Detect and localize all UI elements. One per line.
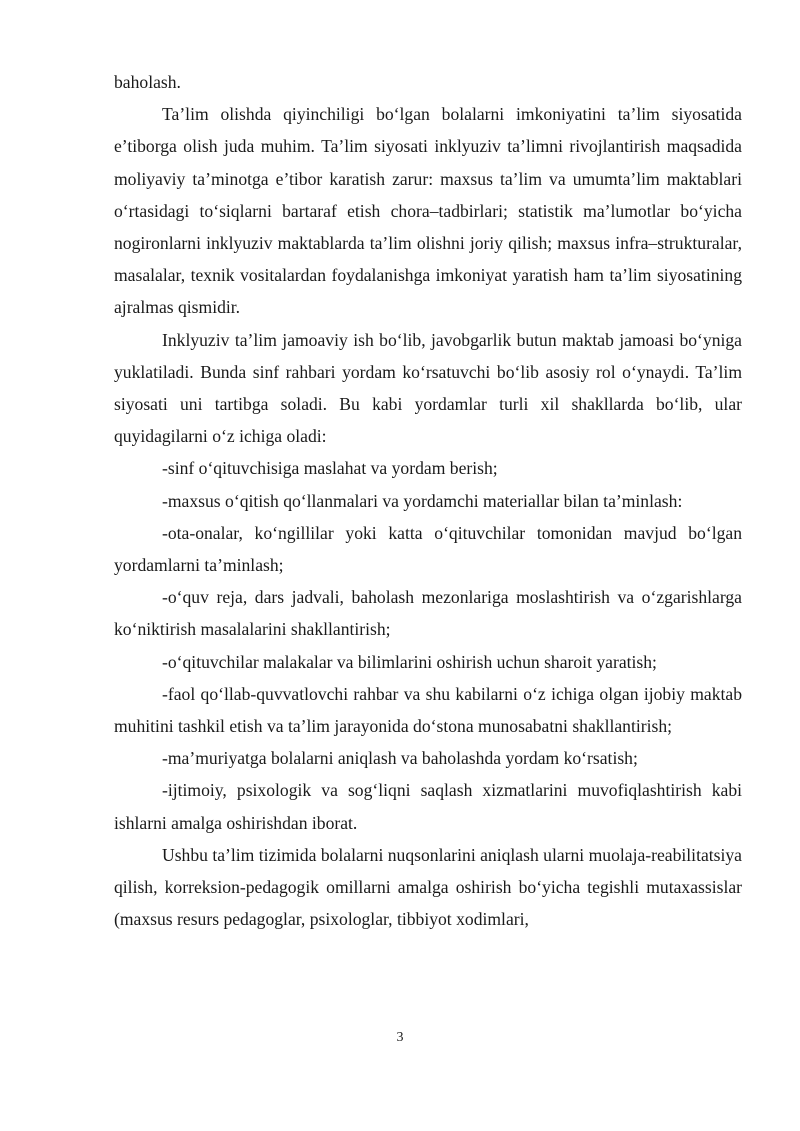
list-item: -ota-onalar, ko‘ngillilar yoki katta o‘qituvchilar tomonidan mavjud bo‘lgan yordamlarni ta’minlash; [114,522,742,576]
list-item: -ma’muriyatga bolalarni aniqlash va baholashda yordam ko‘rsatish; [162,748,638,769]
list-item: -o‘qituvchilar malakalar va bilimlarini oshirish uchun sharoit yaratish; [162,651,657,672]
body-text [114,66,742,935]
paragraph-11: Ushbu ta’lim tizimida bolalarni nuqsonlarini aniqlash ularni muolaja-reabilitatsiya qilish, korreksion-pedagogik omillarni amalga oshirish bo‘yicha tegishli mutaxassislar (maxsus resurs pedagoglar, psixologlar, tibbiyot xodimlari, [114,844,742,930]
paragraph-2: Inklyuziv ta’lim jamoaviy ish bo‘lib, javobgarlik butun maktab jamoasi bo‘yniga yuklatiladi. Bunda sinf rahbari yordam ko‘rsatuvchi bo‘lib asosiy rol o‘ynaydi. Ta’lim siyosati uni tartibga soladi. Bu kabi yordamlar turli xil shakllarda bo‘lib, ular quyidagilarni o‘z ichiga oladi: [114,329,742,447]
list-item: -sinf o‘qituvchisiga maslahat va yordam berish; [162,458,498,479]
paragraph-1: Ta’lim olishda qiyinchiligi bo‘lgan bolalarni imkoniyatini ta’lim siyosatida e’tiborga olish juda muhim. Ta’lim siyosati inklyuziv ta’limni rivojlantirish maqsadida moliyaviy ta’minotga e’tibor karatish zarur: maxsus ta’lim va umumta’lim maktablari o‘rtasidagi to‘siqlarni bartaraf etish chora–tadbirlari; statistik ma’lumotlar bo‘yicha nogironlarni inklyuziv maktablarda ta’lim olishni joriy qilish; maxsus infra–strukturalar, masalalar, texnik vositalardan foydalanishga imkoniyat yaratish ham ta’lim siyosatining ajralmas qismidir. [114,104,742,318]
list-item: -faol qo‘llab-quvvatlovchi rahbar va shu kabilarni o‘z ichiga olgan ijobiy maktab muhitini tashkil etish va ta’lim jarayonida do‘stona munosabatni shakllantirish; [114,683,742,737]
page-number: 3 [396,1030,404,1045]
paragraph-0: baholash. [114,72,181,92]
list-item: -o‘quv reja, dars jadvali, baholash mezonlariga moslashtirish va o‘zgarishlarga ko‘niktirish masalalarini shakllantirish; [114,587,742,640]
list-item: -maxsus o‘qitish qo‘llanmalari va yordamchi materiallar bilan ta’minlash: [162,490,683,511]
list-item: -ijtimoiy, psixologik va sog‘liqni saqlash xizmatlarini muvofiqlashtirish kabi ishlarni amalga oshirishdan iborat. [114,780,742,833]
